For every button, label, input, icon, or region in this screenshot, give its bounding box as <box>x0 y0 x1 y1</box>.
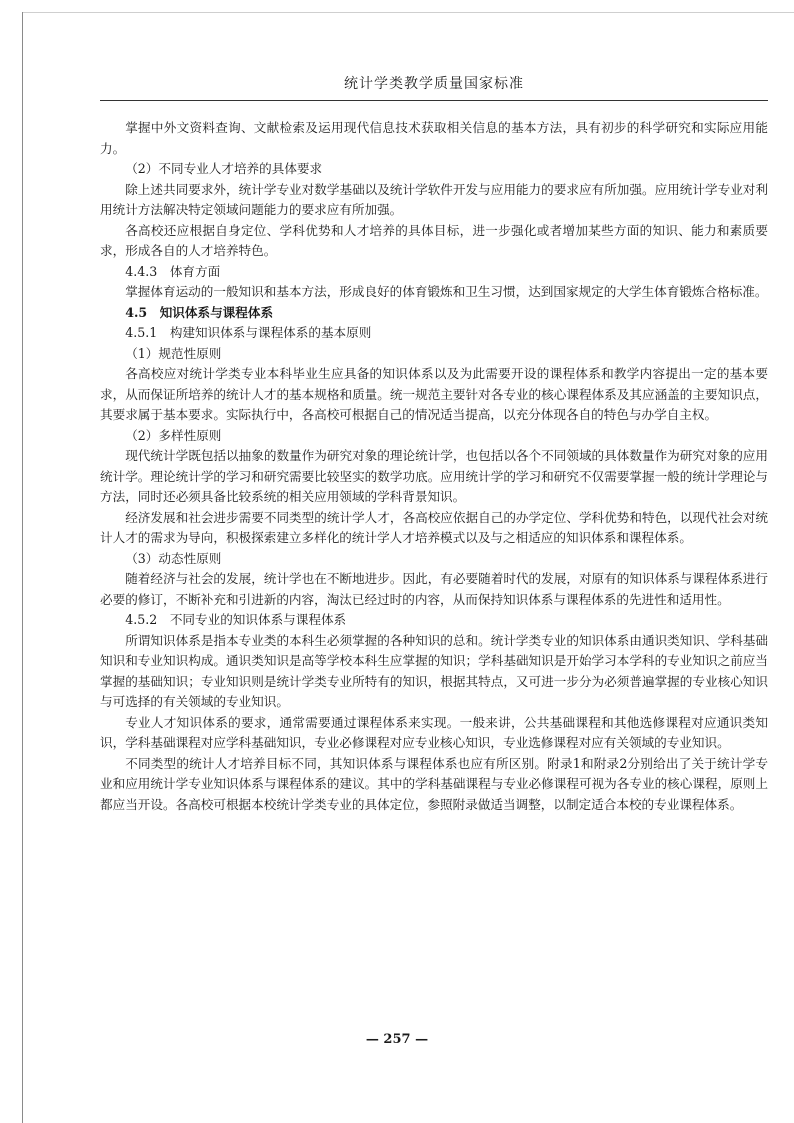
paragraph: 各高校还应根据自身定位、学科优势和人才培养的具体目标，进一步强化或者增加某些方面的知识、能力和素质要求，形成各自的人才培养特色。 <box>100 222 768 258</box>
page-body <box>100 118 768 815</box>
paragraph: 专业人才知识体系的要求，通常需要通过课程体系来实现。一般来讲，公共基础课程和其他选修课程对应通识类知识，学科基础课程对应学科基础知识，专业必修课程对应专业核心知识，专业选修课程对应有关领域的专业知识。 <box>100 714 768 750</box>
paragraph: 现代统计学既包括以抽象的数量作为研究对象的理论统计学，也包括以各个不同领域的具体数量作为研究对象的应用统计学。理论统计学的学习和研究需要比较坚实的数学功底。应用统计学的学习和研究不仅需要掌握一般的统计学理论与方法，同时还必须具备比较系统的相关应用领域的学科背景知识。 <box>100 448 768 504</box>
subheading: （2）不同专业人才培养的具体要求 <box>125 161 323 176</box>
paragraph: 所谓知识体系是指本专业类的本科生必须掌握的各种知识的总和。统计学类专业的知识体系由通识类知识、学科基础知识和专业知识构成。通识类知识是高等学校本科生应掌握的知识；学科基础知识是开始学习本学科的专业知识之前应当掌握的基础知识；专业知识则是统计学类专业所特有的知识，根据其特点，又可进一步分为必须普遍掌握的专业核心知识与可选择的有关领域的专业知识。 <box>100 632 768 709</box>
paragraph: 掌握中外文资料查询、文献检索及运用现代信息技术获取相关信息的基本方法，具有初步的科学研究和实际应用能力。 <box>100 120 768 156</box>
section-heading-4-5: 4.5 知识体系与课程体系 <box>125 304 274 320</box>
running-header <box>100 74 768 101</box>
scan-border-top <box>22 12 794 13</box>
subheading: （2）多样性原则 <box>125 427 222 443</box>
paragraph: 除上述共同要求外，统计学专业对数学基础以及统计学软件开发与应用能力的要求应有所加强。应用统计学专业对利用统计方法解决特定领域问题能力的要求应有所加强。 <box>100 181 768 217</box>
paragraph: 随着经济与社会的发展，统计学也在不断地进步。因此，有必要随着时代的发展，对原有的知识体系与课程体系进行必要的修订，不断补充和引进新的内容，淘汰已经过时的内容，从而保持知识体系与课程体系的先进性和适用性。 <box>100 571 768 607</box>
section-heading-4-5-2: 4.5.2 不同专业的知识体系与课程体系 <box>125 612 347 627</box>
subheading: （1）规范性原则 <box>125 345 222 361</box>
paragraph: 各高校应对统计学类专业本科毕业生应具备的知识体系以及为此需要开设的课程体系和教学内容提出一定的基本要求，从而保证所培养的统计人才的基本规格和质量。统一规范主要针对各专业的核心课程体系及其应涵盖的主要知识点，其要求属于基本要求。实际执行中，各高校可根据自己的情况适当提高，以充分体现各自的特色与办学自主权。 <box>100 366 768 422</box>
paragraph: 经济发展和社会进步需要不同类型的统计学人才，各高校应依据自己的办学定位、学科优势和特色，以现代社会对统计人才的需求为导向，积极探索建立多样化的统计学人才培养模式以及与之相适应的知识体系和课程体系。 <box>100 509 768 545</box>
section-heading-4-5-1: 4.5.1 构建知识体系与课程体系的基本原则 <box>125 325 372 340</box>
paragraph: 不同类型的统计人才培养目标不同，其知识体系与课程体系也应有所区别。附录1和附录2分别给出了关于统计学专业和应用统计学专业知识体系与课程体系的建议。其中的学科基础课程与专业必修课程可视为各专业的核心课程，原则上都应当开设。各高校可根据本校统计学类专业的具体定位，参照附录做适当调整，以制定适合本校的专业课程体系。 <box>100 755 768 812</box>
subheading: （3）动态性原则 <box>125 550 222 566</box>
section-heading-4-4-3: 4.4.3 体育方面 <box>125 263 221 279</box>
scan-border-left <box>22 12 23 1123</box>
page-number: — 257 — <box>365 1032 429 1047</box>
header-title: 统计学类教学质量国家标准 <box>100 74 768 101</box>
paragraph: 掌握体育运动的一般知识和基本方法，形成良好的体育锻炼和卫生习惯，达到国家规定的大学生体育锻炼合格标准。 <box>125 284 768 299</box>
